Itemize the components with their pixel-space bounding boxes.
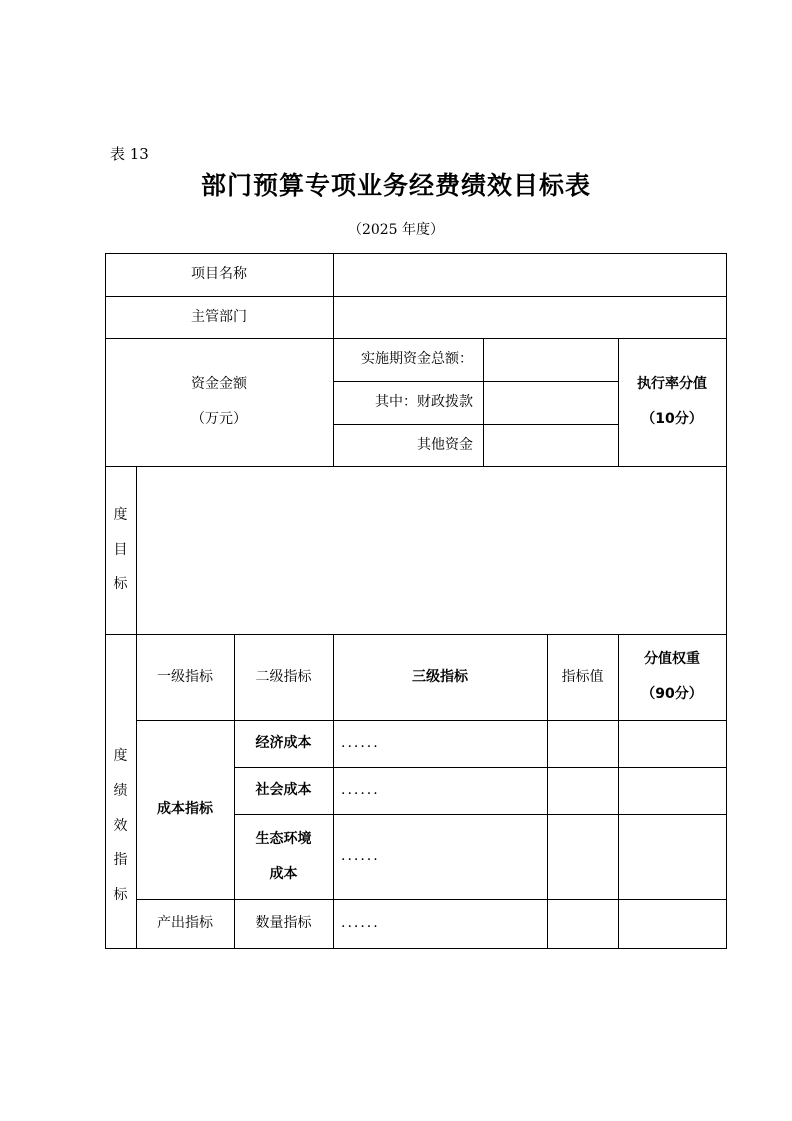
other-funds-label: 其他资金 bbox=[417, 436, 473, 453]
funding-unit: （万元） bbox=[191, 411, 247, 427]
year-label: （2025 年度） bbox=[347, 222, 445, 238]
perf-char: 度 bbox=[113, 748, 128, 764]
fiscal-funds-field[interactable] bbox=[483, 381, 618, 424]
level3-field[interactable]: ...... bbox=[341, 782, 380, 799]
other-funds-field[interactable] bbox=[483, 424, 618, 466]
weight-field[interactable] bbox=[618, 814, 726, 899]
total-funds-label: 实施期资金总额： bbox=[361, 351, 473, 368]
level2-quantity: 数量指标 bbox=[255, 915, 312, 932]
level2-ecological-cost bbox=[234, 814, 333, 899]
department-field[interactable] bbox=[333, 296, 726, 338]
project-name-field[interactable] bbox=[333, 253, 726, 296]
table-number: 表 13 bbox=[110, 145, 149, 163]
indicator-value-field[interactable] bbox=[547, 899, 618, 948]
level3-field[interactable]: ...... bbox=[341, 735, 380, 752]
fiscal-funds-label: 其中：财政拨款 bbox=[375, 394, 473, 411]
level2-economic-cost: 经济成本 bbox=[255, 735, 312, 752]
weight-field[interactable] bbox=[618, 899, 726, 948]
perf-char: 指 bbox=[113, 852, 128, 869]
level3-field[interactable]: ...... bbox=[341, 848, 380, 865]
level3-field[interactable]: ...... bbox=[341, 915, 380, 932]
level2-social-cost: 社会成本 bbox=[255, 782, 312, 799]
col-header-level1: 一级指标 bbox=[157, 668, 213, 685]
annual-goal-char: 目 bbox=[113, 541, 128, 558]
cost-indicator-label: 成本指标 bbox=[157, 801, 213, 818]
weight-label: 分值权重 bbox=[644, 651, 700, 668]
perf-char: 绩 bbox=[113, 782, 128, 799]
funding-label-cell bbox=[105, 338, 333, 466]
annual-goal-label bbox=[105, 466, 136, 634]
total-funds-field[interactable] bbox=[483, 338, 618, 381]
funding-label: 资金金额 bbox=[191, 376, 247, 393]
project-name-label: 项目名称 bbox=[191, 266, 247, 283]
col-header-value: 指标值 bbox=[561, 668, 604, 685]
department-label: 主管部门 bbox=[191, 308, 247, 325]
perf-char: 标 bbox=[113, 887, 128, 904]
col-header-level2: 二级指标 bbox=[255, 668, 312, 685]
indicator-value-field[interactable] bbox=[547, 720, 618, 767]
exec-rate-label: 执行率分值 bbox=[637, 376, 707, 393]
perf-char: 效 bbox=[113, 817, 128, 834]
indicator-value-field[interactable] bbox=[547, 767, 618, 814]
col-header-level3: 三级指标 bbox=[412, 668, 468, 685]
annual-goal-char: 标 bbox=[113, 576, 128, 593]
exec-rate-score: （10分） bbox=[641, 411, 703, 427]
page-title: 部门预算专项业务经费绩效目标表 bbox=[200, 171, 591, 200]
annual-goal-field[interactable] bbox=[136, 466, 726, 634]
weight-score: （90分） bbox=[641, 686, 703, 702]
exec-rate-cell bbox=[618, 338, 726, 466]
ecological-line1: 生态环境 bbox=[255, 830, 312, 847]
indicator-value-field[interactable] bbox=[547, 814, 618, 899]
col-header-weight bbox=[618, 634, 726, 720]
annual-goal-char: 度 bbox=[113, 506, 128, 523]
weight-field[interactable] bbox=[618, 767, 726, 814]
weight-field[interactable] bbox=[618, 720, 726, 767]
output-indicator-label: 产出指标 bbox=[157, 915, 213, 932]
perf-indicator-label bbox=[105, 634, 136, 948]
ecological-line2: 成本 bbox=[269, 865, 298, 882]
